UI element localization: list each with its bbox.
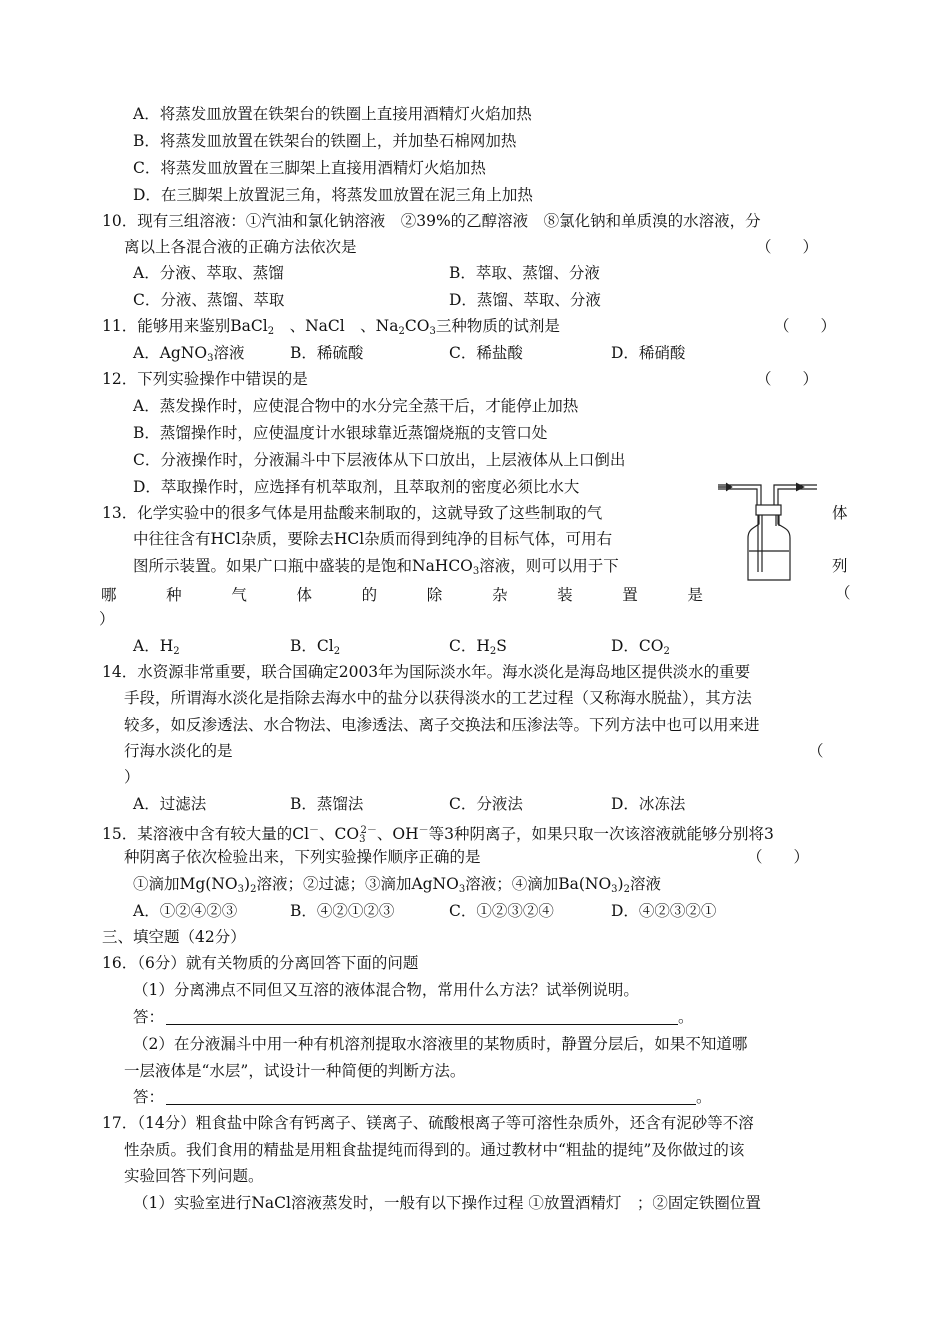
q12-option-c: C．分液操作时，分液漏斗中下层液体从下口放出，上层液体从上口倒出 xyxy=(133,451,626,469)
q13-line3-end: 列 xyxy=(832,557,848,575)
q13-paren-open: （ xyxy=(835,584,851,602)
q13-option-a: A．$H_2$ xyxy=(133,637,180,657)
q11-stem: 11．能够用来鉴别BaCl$_2$ 、NaCl 、$Na_2CO_3$三种物质的试剂是 xyxy=(102,317,560,337)
q14-stem-line2: 手段，所谓海水淡化是指除去海水中的盐分以获得淡水的工艺过程（又称海水脱盐），其方法 xyxy=(124,689,752,707)
q13-line1-end: 体 xyxy=(832,504,848,522)
q13-option-b: B．$Cl_2$ xyxy=(290,637,341,657)
q13-stem-line4: 哪 种 气 体 的 除 杂 装 置 是 xyxy=(101,586,703,604)
q16-answer1-end: 。 xyxy=(678,1008,694,1026)
q16-answer2-end: 。 xyxy=(696,1088,712,1106)
q11-option-a: A．AgNO$_3$溶液 xyxy=(133,344,245,364)
q15-option-a: A．①②④②③ xyxy=(133,902,238,920)
q14-option-c: C．分液法 xyxy=(449,795,523,813)
q14-option-d: D．冰冻法 xyxy=(611,795,686,813)
q16-part2-line2: 一层液体是“水层”，试设计一种简便的判断方法。 xyxy=(124,1062,466,1080)
q10-option-d: D．蒸馏、萃取、分液 xyxy=(449,291,601,309)
q16-part1: （1）分离沸点不同但又互溶的液体混合物，常用什么方法？试举例说明。 xyxy=(133,981,639,999)
q14-option-a: A．过滤法 xyxy=(133,795,207,813)
q16-answer2-line[interactable] xyxy=(166,1104,696,1105)
q16-answer1-line[interactable] xyxy=(166,1024,678,1025)
q14-option-b: B．蒸馏法 xyxy=(290,795,364,813)
q15-option-b: B．④②①②③ xyxy=(290,902,395,920)
q12-option-a: A．蒸发操作时，应使混合物中的水分完全蒸干后，才能停止加热 xyxy=(133,397,579,415)
q12-answer-paren: （ ） xyxy=(756,370,819,388)
q17-stem-line3: 实验回答下列问题。 xyxy=(124,1167,264,1185)
q17-stem-line1: 17．（14分）粗食盐中除含有钙离子、镁离子、硫酸根离子等可溶性杂质外，还含有泥砂等不溶 xyxy=(102,1114,754,1132)
q11-option-d: D．稀硝酸 xyxy=(611,344,686,362)
q13-paren-close: ） xyxy=(99,610,115,628)
q14-paren-close: ） xyxy=(124,768,140,786)
q10-option-b: B．萃取、蒸馏、分液 xyxy=(449,264,600,282)
q15-operations: ①滴加$Mg(NO_3)_2$溶液；②过滤；③滴加AgNO$_3$溶液；④滴加$Ba(NO_3)_2$溶液 xyxy=(133,875,661,895)
q15-stem-line2: 种阴离子依次检验出来，下列实验操作顺序正确的是 xyxy=(124,848,481,866)
q10-option-c: C．分液、蒸馏、萃取 xyxy=(133,291,285,309)
q16-part2-line1: （2）在分液漏斗中用一种有机溶剂提取水溶液里的某物质时，静置分层后，如果不知道哪 xyxy=(133,1035,748,1053)
q15-stem-line1: 15．某溶液中含有较大量的Cl－、$CO_3^{2-}$、OH－等3种阴离子，如果只取一次该溶液就能够分别将3 xyxy=(102,825,774,845)
q14-paren-open: （ xyxy=(808,742,824,760)
gas-washing-bottle-icon xyxy=(716,472,820,586)
q13-stem-line1: 13．化学实验中的很多气体是用盐酸来制取的，这就导致了这些制取的气 xyxy=(102,504,603,522)
q15-answer-paren: （ ） xyxy=(747,848,810,866)
q17-stem-line2: 性杂质。我们食用的精盐是用粗食盐提纯而得到的。通过教材中“粗盐的提纯”及你做过的该 xyxy=(124,1141,745,1159)
q12-stem: 12．下列实验操作中错误的是 xyxy=(102,370,308,388)
q10-option-a: A．分液、萃取、蒸馏 xyxy=(133,264,284,282)
q16-answer1-label: 答： xyxy=(133,1008,165,1026)
q16-stem: 16．（6分）就有关物质的分离回答下面的问题 xyxy=(102,954,419,972)
q17-part1: （1）实验室进行NaCl溶液蒸发时，一般有以下操作过程 ①放置酒精灯 ；②固定铁圈位置 xyxy=(133,1194,761,1212)
q9-option-a: A．将蒸发皿放置在铁架台的铁圈上直接用酒精灯火焰加热 xyxy=(133,105,532,123)
q9-option-b: B．将蒸发皿放置在铁架台的铁圈上，并加垫石棉网加热 xyxy=(133,132,517,150)
section-heading: 三、填空题（42分） xyxy=(102,928,246,946)
q14-stem-line3: 较多，如反渗透法、水合物法、电渗透法、离子交换法和压渗法等。下列方法中也可以用来进 xyxy=(124,716,760,734)
q14-stem-line1: 14．水资源非常重要，联合国确定2003年为国际淡水年。海水淡化是海岛地区提供淡水的重要 xyxy=(102,663,751,681)
q11-option-b: B．稀硫酸 xyxy=(290,344,364,362)
q9-option-d: D．在三脚架上放置泥三角，将蒸发皿放置在泥三角上加热 xyxy=(133,186,533,204)
q16-answer2-label: 答： xyxy=(133,1088,165,1106)
q13-stem-line3: 图所示装置。如果广口瓶中盛装的是饱和NaHCO$_3$溶液，则可以用于下 xyxy=(133,557,619,577)
q10-stem-line2: 离以上各混合液的正确方法依次是 xyxy=(124,238,357,256)
q10-stem-line1: 10．现有三组溶液：①汽油和氯化钠溶液 ②39%的乙醇溶液 ⑧氯化钠和单质溴的水溶液，分 xyxy=(102,212,761,230)
q15-option-d: D．④②③②① xyxy=(611,902,717,920)
q9-option-c: C．将蒸发皿放置在三脚架上直接用酒精灯火焰加热 xyxy=(133,159,486,177)
q12-option-b: B．蒸馏操作时，应使温度计水银球靠近蒸馏烧瓶的支管口处 xyxy=(133,424,548,442)
q10-answer-paren: （ ） xyxy=(756,238,819,256)
q13-option-c: C．$H_2S$ xyxy=(449,637,507,657)
q13-option-d: D．$CO_2$ xyxy=(611,637,670,657)
q12-option-d: D．萃取操作时，应选择有机萃取剂，且萃取剂的密度必须比水大 xyxy=(133,478,580,496)
q14-stem-line4: 行海水淡化的是 xyxy=(124,742,233,760)
q15-option-c: C．①②③②④ xyxy=(449,902,554,920)
q11-option-c: C．稀盐酸 xyxy=(449,344,523,362)
q11-answer-paren: （ ） xyxy=(774,317,837,335)
q13-stem-line2: 中往往含有HCl杂质，要除去HCl杂质而得到纯净的目标气体，可用右 xyxy=(133,530,613,548)
